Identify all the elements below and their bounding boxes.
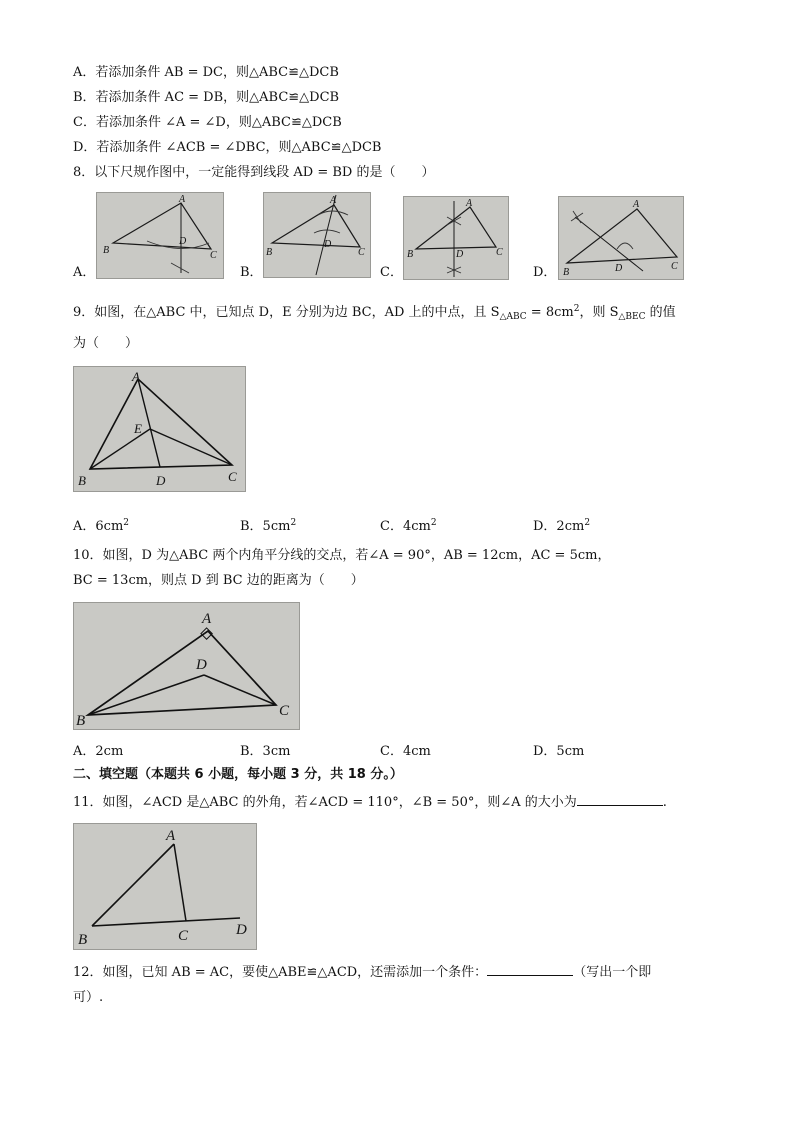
q10-stem-line1: 10．如图，D 为△ABC 两个内角平分线的交点，若∠A = 90°，AB = 12cm，AC = 5cm，: [73, 548, 611, 563]
q8b-label-A: A: [330, 195, 337, 206]
q11-label-D: D: [236, 922, 247, 938]
q9-option-b: B．$5cm^2$: [240, 518, 297, 534]
q10-option-d: D．5cm: [533, 744, 585, 759]
q11-answer-blank[interactable]: [577, 805, 663, 806]
q10-label-B: B: [76, 713, 86, 729]
q8-figure-b: [263, 192, 371, 278]
q10-label-A: A: [202, 611, 212, 627]
q8b-label-D: D: [324, 239, 332, 250]
q9-label-E: E: [134, 421, 142, 436]
q8-stem: 8．以下尺规作图中，一定能得到线段 AD = BD 的是（ ）: [73, 165, 435, 180]
q10-label-C: C: [279, 703, 290, 719]
q11-figure: [73, 823, 257, 950]
q8-figure-c: [403, 196, 509, 280]
q12-stem: 12．如图，已知 AB = AC，要使△ABE≌△ACD，还需添加一个条件： （写出一个即: [73, 965, 652, 980]
q11-label-A: A: [166, 828, 176, 844]
q9-label-C: C: [228, 469, 237, 484]
section-2-title: 二、填空题（本题共 6 小题，每小题 3 分，共 18 分。）: [73, 767, 403, 782]
q8-label-d: D．: [533, 265, 557, 280]
q8-label-b: B．: [240, 265, 263, 280]
q9-option-a: A．$6cm^2$: [73, 518, 130, 534]
q11-stem: 11．如图，∠ACD 是△ABC 的外角，若∠ACD = 110°，∠B = 50°，则∠A 的大小为 .: [73, 795, 667, 810]
q8a-label-C: C: [210, 250, 217, 261]
q7-option-a: A．若添加条件 AB = DC，则△ABC≌△DCB: [73, 65, 339, 80]
q8b-label-B: B: [266, 247, 273, 258]
q8-label-c: C．: [380, 265, 403, 280]
q8a-label-A: A: [179, 194, 186, 205]
q12-answer-blank[interactable]: [487, 975, 573, 976]
q8c-label-D: D: [456, 249, 464, 260]
q9-option-d: D．$2cm^2$: [533, 518, 591, 534]
q8d-label-B: B: [563, 267, 570, 278]
q9-figure: [73, 366, 246, 492]
q10-stem-line2: BC = 13cm，则点 D 到 BC 边的距离为（ ）: [73, 573, 364, 588]
q7-option-c: C．若添加条件 ∠A = ∠D，则△ABC≌△DCB: [73, 115, 342, 130]
q10-label-D: D: [196, 657, 207, 673]
q8d-label-D: D: [615, 263, 623, 274]
q11-label-C: C: [178, 928, 189, 944]
q9-stem-line2: 为（ ）: [73, 336, 139, 351]
q8c-label-C: C: [496, 247, 503, 258]
q8-figure-a: [96, 192, 224, 279]
q7-option-d: D．若添加条件 ∠ACB = ∠DBC，则△ABC≌△DCB: [73, 140, 382, 155]
q10-option-a: A．2cm: [73, 744, 124, 759]
q8c-label-A: A: [466, 198, 473, 209]
q9-label-A: A: [132, 369, 140, 384]
q8b-label-C: C: [358, 247, 365, 258]
q10-figure: [73, 602, 300, 730]
q8c-label-B: B: [407, 249, 414, 260]
q9-label-D: D: [156, 473, 166, 488]
q9-option-c: C．$4cm^2$: [380, 518, 437, 534]
q8a-label-B: B: [103, 245, 110, 256]
q7-option-b: B．若添加条件 AC = DB，则△ABC≌△DCB: [73, 90, 340, 105]
q11-label-B: B: [78, 932, 88, 948]
q8-figure-d: [558, 196, 684, 280]
q10-option-c: C．4cm: [380, 744, 431, 759]
q9-stem: 9．如图，在△ABC 中，已知点 D，E 分别为边 BC，AD 上的中点，且 $S_{\triangle ABC} = 8cm^2$，则 $S_{\triangle BEC}$ 的值: [73, 304, 676, 322]
q12-stem-line2: 可）.: [73, 990, 104, 1005]
q8-label-a: A．: [73, 265, 96, 280]
q8d-label-C: C: [671, 261, 678, 272]
q8a-label-D: D: [179, 236, 187, 247]
q8d-label-A: A: [633, 199, 640, 210]
q10-option-b: B．3cm: [240, 744, 291, 759]
q9-label-B: B: [78, 473, 86, 488]
